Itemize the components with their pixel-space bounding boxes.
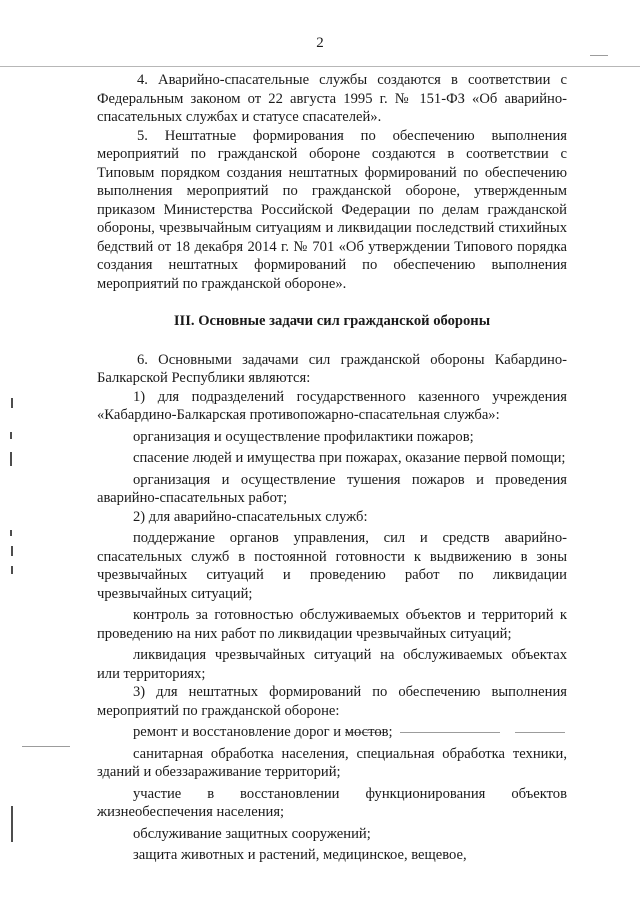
list-item: ремонт и восстановление дорог и мостов;	[133, 724, 393, 740]
list-item: контроль за готовностью обслуживаемых объектов и территорий к проведению на них работ по ликвидации чрезвычайных ситуаций;	[97, 607, 567, 642]
scan-header-rule	[0, 66, 640, 67]
scan-margin-mark	[11, 566, 13, 574]
list-item: обслуживание защитных сооружений;	[133, 825, 371, 842]
scan-margin-mark	[11, 546, 13, 556]
list-item: поддержание органов управления, сил и средств аварийно-спасательных служб в постоянной готовности к выдвижению в зоны чрезвычайных ситуаций и проведению работ по ликвидации чрезвычайных ситуаций;	[97, 530, 567, 602]
list-item: 3) для нештатных формирований по обеспечению выполнения мероприятий по гражданской обороне:	[97, 684, 567, 719]
scan-margin-mark	[11, 806, 13, 842]
list-item: санитарная обработка населения, специальная обработка техники, зданий и обеззараживание территорий;	[97, 745, 567, 780]
scan-margin-mark	[10, 452, 12, 466]
paragraph-4: 4. Аварийно-спасательные службы создаются в соответствии с Федеральным законом от 22 августа 1995 г. № 151-ФЗ «Об аварийно-спасательных службах и статусе спасателей».	[97, 72, 567, 125]
list-item: спасение людей и имущества при пожарах, оказание первой помощи;	[133, 450, 566, 466]
list-item: участие в восстановлении функционирования объектов жизнеобеспечения населения;	[97, 785, 567, 820]
list-item: 1) для подразделений государственного казенного учреждения «Кабардино-Балкарская противопожарно-спасательная служба»:	[97, 388, 567, 423]
list-item: организация и осуществление тушения пожаров и проведения аварийно-спасательных работ;	[97, 471, 567, 506]
document-body	[97, 71, 567, 865]
scan-dash	[590, 55, 608, 56]
scan-margin-mark	[10, 432, 12, 439]
paragraph-5: 5. Нештатные формирования по обеспечению выполнения мероприятий по гражданской обороне создаются в соответствии с Типовым порядком создания нештатных формирований по обеспечению выполнения мероприятий по гражданской обороне, утвержденным приказом Министерства Российской Федерации по делам гражданской обороны, чрезвычайным ситуациям и ликвидации последствий стихийных бедствий от 18 декабря 2014 г. № 701 «Об утверждении Типового порядка создания нештатных формирований по обеспечению выполнения мероприятий по гражданской обороне».	[97, 127, 567, 292]
list-item: ликвидация чрезвычайных ситуаций на обслуживаемых объектах или территориях;	[97, 647, 567, 682]
list-item: 2) для аварийно-спасательных служб:	[133, 508, 368, 525]
scan-margin-mark	[11, 398, 13, 408]
paragraph-6: 6. Основными задачами сил гражданской обороны Кабардино-Балкарской Республики являются:	[97, 351, 567, 386]
scan-margin-mark	[10, 530, 12, 536]
list-item: защита животных и растений, медицинское, вещевое,	[133, 847, 467, 863]
section-heading: III. Основные задачи сил гражданской обороны	[173, 313, 491, 329]
list-item: организация и осуществление профилактики пожаров;	[133, 428, 474, 445]
scan-dash	[22, 746, 70, 747]
page-number: 2	[316, 35, 324, 51]
